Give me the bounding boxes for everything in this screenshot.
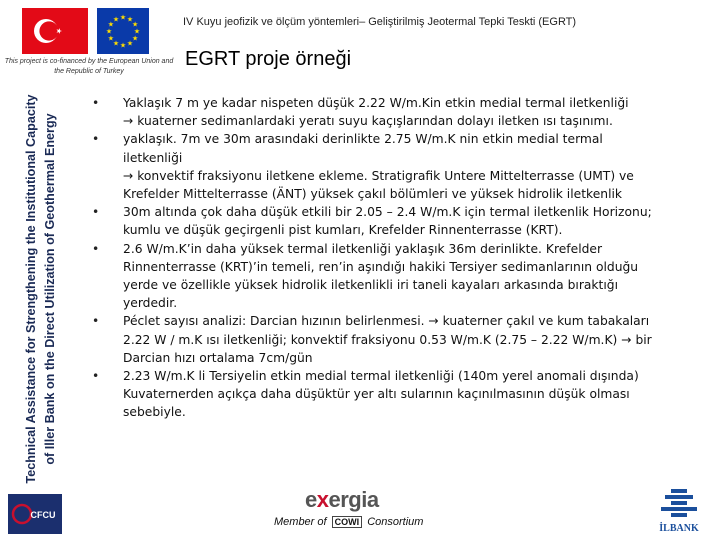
eu-star-icon: ★ xyxy=(126,15,134,24)
eu-star-icon: ★ xyxy=(107,34,115,43)
bullet-line: yaklaşık. 7m ve 30m arasındaki derinlikte 2.75 W/m.K nin etkin medial termal xyxy=(123,132,603,147)
eu-star-icon: ★ xyxy=(131,34,139,43)
exergia-pre: e xyxy=(305,487,317,512)
bullet-line: Darcian hızı ortalama 7cm/gün xyxy=(123,350,313,365)
eu-star-icon: ★ xyxy=(105,27,113,36)
eu-star-icon: ★ xyxy=(119,41,127,50)
cofinanced-note: This project is co-financed by the European Union and the Republic of Turkey xyxy=(4,58,174,75)
eu-flag-icon xyxy=(97,8,149,54)
bullet-item xyxy=(92,203,692,239)
bullet-line: Péclet sayısı analizi: Darcian hızının belirlenmesi. → kuaterner çakıl ve kum tabakaları xyxy=(123,314,650,329)
bullet-line: Kuvaternerden açıkça daha düşüktür yer altı sularının kaçınılmasının düşük olması xyxy=(123,387,630,402)
bullet-item xyxy=(92,312,692,367)
sidebar-vertical-text xyxy=(9,93,79,485)
bullet-item xyxy=(92,240,692,313)
ilbank-label: İLBANK xyxy=(659,523,699,534)
exergia-x: x xyxy=(316,487,329,512)
cfcu-logo-icon xyxy=(8,494,62,534)
page-title: EGRT proje örneği xyxy=(185,48,352,70)
bullet-item xyxy=(92,367,692,422)
bullet-list xyxy=(92,94,692,422)
cowi-logo: COWI xyxy=(332,516,363,528)
exergia-post: ergia xyxy=(328,487,379,512)
presentation-header: IV Kuyu jeofizik ve ölçüm yöntemleri– Geliştirilmiş Jeotermal Tepki Teskti (EGRT) xyxy=(183,16,577,28)
bullet-line: 30m altında çok daha düşük etkili bir 2.05 – 2.4 W/m.K için termal iletkenlik Horizonu; xyxy=(123,205,652,220)
bullet-line: kumlu ve düşük geçirgenli pist kumları, Krefelder Rinnenterrasse (KRT). xyxy=(123,223,563,238)
exergia-logo xyxy=(305,487,379,513)
bullet-item xyxy=(92,94,692,130)
bullet-line: Krefelder Mittelterrasse (ÄNT) yüksek çakıl bölümleri ve yüksek hidrolik iletkenlik xyxy=(123,187,623,202)
bullet-line: yerde ve özellikle yüksek hidrolik iletkenlikli iri taneli kayaları arkasında bıraktığı xyxy=(123,278,618,293)
eu-star-icon: ★ xyxy=(107,20,115,29)
eu-star-icon: ★ xyxy=(133,27,141,36)
member-pre: Member of xyxy=(274,516,327,528)
cfcu-label: CFCU xyxy=(30,510,56,520)
turkey-flag-icon xyxy=(22,8,88,54)
sidebar-line-2: of Iller Bank on the Direct Utilization of Geothermal Energy xyxy=(43,113,57,465)
eu-star-icon: ★ xyxy=(131,20,139,29)
eu-star-icon: ★ xyxy=(126,39,134,48)
bullet-line: yerdedir. xyxy=(123,296,178,311)
bullet-line: sebebiyle. xyxy=(123,405,186,420)
bullet-line: 2.6 W/m.K’in daha yüksek termal iletkenliği yaklaşık 36m derinlikte. Krefelder xyxy=(123,241,603,256)
bullet-line: 2.23 W/m.K li Tersiyelin etkin medial termal iletkenliği (140m yerel anomali dışında) xyxy=(123,369,639,384)
eu-star-icon: ★ xyxy=(119,13,127,22)
member-line xyxy=(274,516,423,528)
bullet-line: → konvektif fraksiyonu iletkene ekleme. Stratigrafik Untere Mittelterrasse (UMT) ve xyxy=(123,168,634,183)
sidebar-line-1: Technical Assistance for Strengthening the Institutional Capacity xyxy=(24,94,38,484)
eu-star-icon: ★ xyxy=(112,39,120,48)
eu-star-icon: ★ xyxy=(112,15,120,24)
ilbank-logo-icon xyxy=(653,487,705,535)
bullet-line: Rinnenterrasse (KRT)’in temeli, ren’in aşındığı hakiki Tersiyer sedimanlarının olduğu xyxy=(123,259,639,274)
bullet-line: iletkenliği xyxy=(123,150,183,165)
bullet-item xyxy=(92,130,692,203)
member-post: Consortium xyxy=(367,516,424,528)
bullet-line: Yaklaşık 7 m ye kadar nispeten düşük 2.22 W/m.Kin etkin medial termal iletkenliği xyxy=(123,96,629,110)
bullet-line: → kuaterner sedimanlardaki yeratı suyu kaçışlarından dolayı iletken ısı taşınımı. xyxy=(123,114,613,129)
bullet-line: 2.22 W / m.K ısı iletkenliği; konvektif fraksiyonu 0.53 W/m.K (2.75 – 2.22 W/m.K) → bir xyxy=(123,332,652,347)
